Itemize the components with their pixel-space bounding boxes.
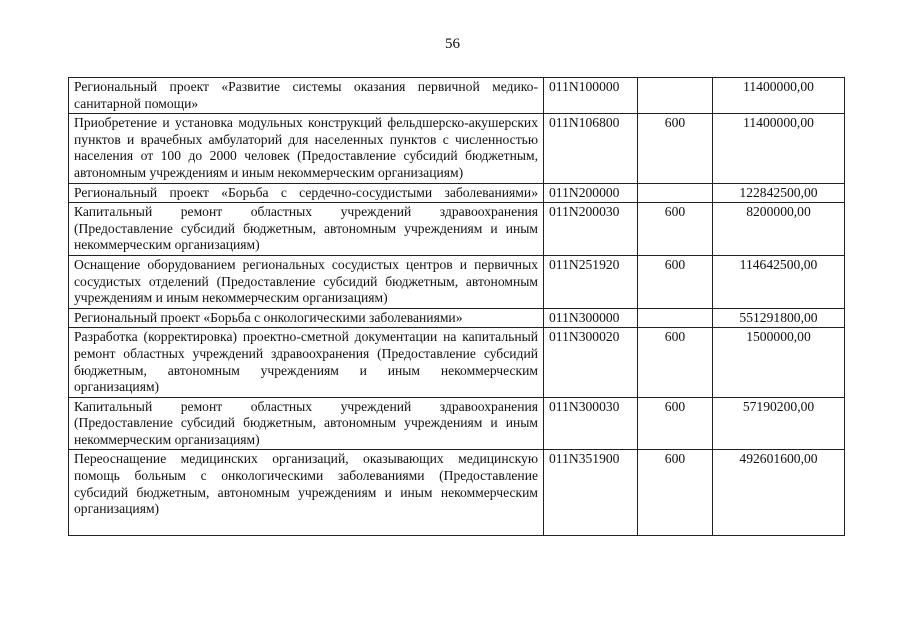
table-row: [69, 255, 845, 308]
expense-type-cell: 600: [638, 255, 713, 308]
table-row: [69, 328, 845, 397]
target-code-cell: 011N200000: [544, 183, 638, 203]
table-row: [69, 450, 845, 536]
amount-cell: 57190200,00: [713, 397, 845, 450]
amount-cell: 492601600,00: [713, 450, 845, 536]
table-row: [69, 203, 845, 256]
amount-cell: 11400000,00: [713, 114, 845, 183]
expense-type-cell: 600: [638, 203, 713, 256]
table-row: [69, 397, 845, 450]
item-name-cell: Разработка (корректировка) проектно-сметной документации на капитальный ремонт областных учреждений здравоохранения (Предоставление субсидий бюджетным, автономным учреждениям и иным некоммерческим организациям): [69, 328, 544, 397]
target-code-cell: 011N106800: [544, 114, 638, 183]
target-code-cell: 011N351900: [544, 450, 638, 536]
expense-type-cell: 600: [638, 114, 713, 183]
item-name-cell: Приобретение и установка модульных конструкций фельдшерско-акушерских пунктов и врачебных амбулаторий для населенных пунктов с численностью населения от 100 до 2000 человек (Предоставление субсидий бюджетным, автономным учреждениям и иным некоммерческим организациям): [69, 114, 544, 183]
item-name-cell: Региональный проект «Борьба с онкологическими заболеваниями»: [69, 308, 544, 328]
page-number: 56: [445, 36, 460, 52]
item-name-cell: Переоснащение медицинских организаций, оказывающих медицинскую помощь больным с онкологическими заболеваниями (Предоставление субсидий бюджетным, автономным учреждениям и иным некоммерческим организациям): [69, 450, 544, 536]
target-code-cell: 011N300020: [544, 328, 638, 397]
expense-type-cell: [638, 308, 713, 328]
target-code-cell: 011N300030: [544, 397, 638, 450]
target-code-cell: 011N100000: [544, 78, 638, 114]
item-name-cell: Региональный проект «Развитие системы оказания первичной медико-санитарной помощи»: [69, 78, 544, 114]
budget-table: [68, 77, 845, 536]
target-code-cell: 011N251920: [544, 255, 638, 308]
amount-cell: 8200000,00: [713, 203, 845, 256]
expense-type-cell: 600: [638, 397, 713, 450]
expense-type-cell: 600: [638, 450, 713, 536]
table-row: [69, 183, 845, 203]
item-name-cell: Региональный проект «Борьба с сердечно-сосудистыми заболеваниями»: [69, 183, 544, 203]
item-name-cell: Капитальный ремонт областных учреждений здравоохранения (Предоставление субсидий бюджетным, автономным учреждениям и иным некоммерческим организациям): [69, 203, 544, 256]
amount-cell: 551291800,00: [713, 308, 845, 328]
expense-type-cell: [638, 78, 713, 114]
amount-cell: 1500000,00: [713, 328, 845, 397]
item-name-cell: Оснащение оборудованием региональных сосудистых центров и первичных сосудистых отделений (Предоставление субсидий бюджетным, автономным учреждениям и иным некоммерческим организациям): [69, 255, 544, 308]
amount-cell: 114642500,00: [713, 255, 845, 308]
table-row: [69, 78, 845, 114]
amount-cell: 11400000,00: [713, 78, 845, 114]
expense-type-cell: [638, 183, 713, 203]
expense-type-cell: 600: [638, 328, 713, 397]
target-code-cell: 011N200030: [544, 203, 638, 256]
amount-cell: 122842500,00: [713, 183, 845, 203]
target-code-cell: 011N300000: [544, 308, 638, 328]
table-row: [69, 308, 845, 328]
item-name-cell: Капитальный ремонт областных учреждений здравоохранения (Предоставление субсидий бюджетным, автономным учреждениям и иным некоммерческим организациям): [69, 397, 544, 450]
table-row: [69, 114, 845, 183]
